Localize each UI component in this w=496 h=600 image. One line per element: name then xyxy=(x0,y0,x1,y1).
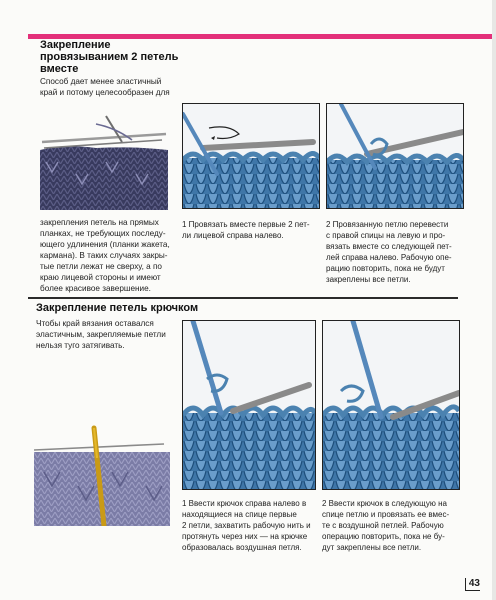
top-margin xyxy=(0,0,496,30)
illustration-panel-1 xyxy=(182,103,320,209)
section2-step2-caption: 2 Ввести крючок в следующую на спице петлю и провязать ее вмес- те с воздушной петлей. Рабочую операцию повторить, пока не бу- дут закреплены все петли. xyxy=(322,499,450,552)
section2-intro: Чтобы край вязания оставался эластичным, закрепляемые петли нельзя туго затягивать. xyxy=(36,319,166,350)
knitting-photo-1 xyxy=(36,104,172,210)
section1-continuation: закрепления петель на прямых планках, не требующих последу- ющего удлинения (планки жакета, кармана). В таких случаях закры- тые петли лежат не сверху, а по краю лицевой стороны и имеют более красивое завершение. xyxy=(40,218,170,293)
section2-title: Закрепление петель крючком xyxy=(36,302,199,314)
section2-divider xyxy=(28,297,458,299)
page-number: 43 xyxy=(465,578,480,591)
illustration-panel-4 xyxy=(322,320,460,490)
section1-step1-caption: 1 Провязать вместе первые 2 пет- ли лицевой справа налево. xyxy=(182,220,310,240)
page-edge xyxy=(492,0,496,600)
section1-intro: Способ дает менее эластичный край и потому целесообразен для xyxy=(40,77,170,97)
illustration-panel-2 xyxy=(326,103,464,209)
illustration-panel-3 xyxy=(182,320,316,490)
section2-step1-caption: 1 Ввести крючок справа налево в находящиеся на спице первые 2 петли, захватить рабочую нить и протянуть через них — на крючке образовалась воздушная петля. xyxy=(182,499,311,552)
crochet-photo xyxy=(34,422,170,526)
section1-step2-caption: 2 Провязанную петлю перевести с правой спицы на левую и про- вязать вместе со следующей пет- лей справа налево. Рабочую опе- рацию повторить, пока не будут закреплены все петли. xyxy=(326,220,452,284)
section1-title: Закрепление провязыванием 2 петель вместе xyxy=(40,39,179,75)
